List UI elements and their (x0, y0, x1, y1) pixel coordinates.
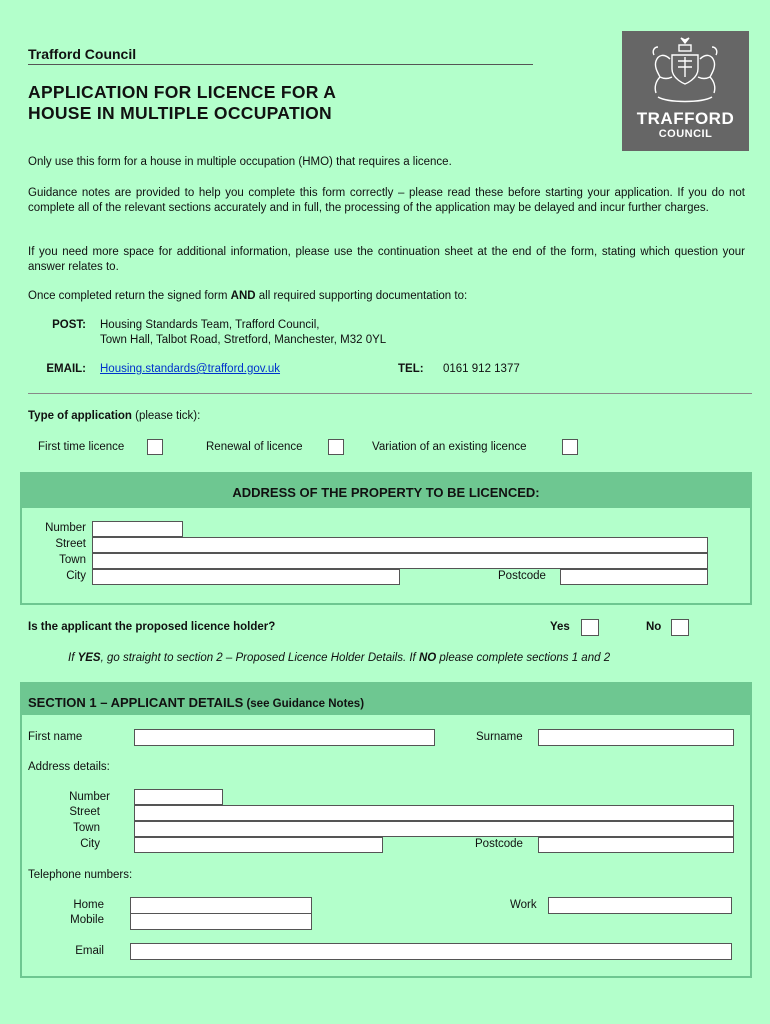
surname-input[interactable] (538, 729, 734, 746)
work-phone-label: Work (510, 899, 537, 911)
note-yes: YES (77, 652, 101, 664)
form-title-line-2: HOUSE IN MULTIPLE OCCUPATION (28, 103, 332, 123)
property-town-input[interactable] (92, 553, 708, 569)
licence-holder-question: Is the applicant the proposed licence holder? (28, 621, 276, 633)
note-no: NO (418, 652, 437, 664)
work-phone-input[interactable] (548, 897, 732, 914)
form-title-line-1: APPLICATION FOR LICENCE FOR A (28, 82, 337, 102)
return-instruction-rest: all required supporting documentation to: (255, 290, 468, 302)
first-time-licence-checkbox[interactable] (147, 439, 163, 455)
property-street-input[interactable] (92, 537, 708, 553)
email-link[interactable]: Housing.standards@trafford.gov.uk (100, 363, 281, 375)
surname-label: Surname (476, 731, 523, 743)
note-text-2: , go straight to section 2 – Proposed Licence Holder Details. If (100, 652, 419, 664)
licence-holder-yes-checkbox[interactable] (581, 619, 599, 636)
post-address-line-1: Housing Standards Team, Trafford Council, (100, 319, 320, 331)
applicant-street-label: Street (69, 806, 100, 818)
property-town-label: Town (59, 554, 86, 566)
variation-licence-checkbox[interactable] (562, 439, 578, 455)
intro-paragraph-3: If you need more space for additional information, please use the continuation sheet at the end of the form, stating which question your answer relates to. (28, 246, 745, 273)
property-postcode-input[interactable] (560, 569, 708, 585)
property-number-label: Number (45, 522, 86, 534)
telephone-numbers-label: Telephone numbers: (28, 869, 133, 881)
licence-holder-no-checkbox[interactable] (671, 619, 689, 636)
intro-paragraph-1: Only use this form for a house in multiple occupation (HMO) that requires a licence. (28, 156, 452, 168)
header-divider (28, 64, 533, 65)
section-1-title: SECTION 1 – APPLICANT DETAILS (28, 695, 244, 710)
email-field-label: Email (75, 945, 104, 957)
licence-holder-yes-label: Yes (550, 621, 570, 633)
form-title (28, 82, 336, 124)
renewal-licence-checkbox[interactable] (328, 439, 344, 455)
mobile-phone-input[interactable] (130, 913, 312, 930)
application-type-title: Type of application (28, 410, 132, 422)
applicant-city-input[interactable] (134, 837, 383, 853)
applicant-number-input[interactable] (134, 789, 223, 805)
renewal-licence-label: Renewal of licence (206, 441, 303, 453)
applicant-town-input[interactable] (134, 821, 734, 837)
first-time-licence-label: First time licence (38, 441, 125, 453)
property-number-input[interactable] (92, 521, 183, 537)
trafford-council-logo (622, 31, 749, 151)
applicant-city-label: City (80, 838, 100, 850)
home-phone-input[interactable] (130, 897, 312, 914)
logo-text-council: COUNCIL (658, 128, 713, 140)
application-type-label (28, 410, 200, 422)
address-details-label: Address details: (28, 761, 110, 773)
licence-holder-no-label: No (646, 621, 662, 633)
application-type-hint: (please tick): (131, 410, 201, 422)
applicant-postcode-label: Postcode (475, 838, 523, 850)
home-phone-label: Home (73, 899, 104, 911)
org-name: Trafford Council (28, 46, 137, 62)
first-name-input[interactable] (134, 729, 435, 746)
property-address-header (22, 474, 750, 508)
note-text-3: please complete sections 1 and 2 (436, 652, 611, 664)
coat-of-arms-icon (622, 31, 749, 111)
property-postcode-label: Postcode (498, 570, 546, 582)
licence-holder-note (68, 652, 610, 664)
return-instruction-and: AND (230, 290, 256, 302)
property-city-input[interactable] (92, 569, 400, 585)
variation-licence-label: Variation of an existing licence (372, 441, 527, 453)
intro-paragraph-2: Guidance notes are provided to help you complete this form correctly – please read these before starting your application. If you do not complete all of the relevant sections accurately and in full, the processing of the application may be delayed and incur further charges. (28, 187, 745, 214)
section-1-heading (28, 694, 364, 712)
property-city-label: City (66, 570, 86, 582)
applicant-town-label: Town (73, 822, 100, 834)
applicant-email-input[interactable] (130, 943, 732, 960)
tel-label: TEL: (398, 363, 424, 375)
post-label: POST: (52, 319, 86, 331)
applicant-street-input[interactable] (134, 805, 734, 821)
logo-text-trafford: TRAFFORD (636, 109, 735, 128)
email-label: EMAIL: (46, 363, 86, 375)
tel-number: 0161 912 1377 (443, 363, 520, 375)
section-1-guidance-note: (see Guidance Notes) (243, 698, 365, 710)
mobile-phone-label: Mobile (70, 914, 104, 926)
first-name-label: First name (28, 731, 83, 743)
intro-paragraph-4 (28, 289, 745, 304)
return-instruction-text: Once completed return the signed form (28, 290, 231, 302)
applicant-number-label: Number (69, 791, 110, 803)
property-address-heading: ADDRESS OF THE PROPERTY TO BE LICENCED: (232, 485, 540, 500)
note-text-1: If (68, 652, 78, 664)
property-street-label: Street (55, 538, 86, 550)
post-address-line-2: Town Hall, Talbot Road, Stretford, Manchester, M32 0YL (100, 334, 387, 346)
section-1-header (22, 684, 750, 715)
contact-divider (28, 393, 752, 394)
applicant-postcode-input[interactable] (538, 837, 734, 853)
